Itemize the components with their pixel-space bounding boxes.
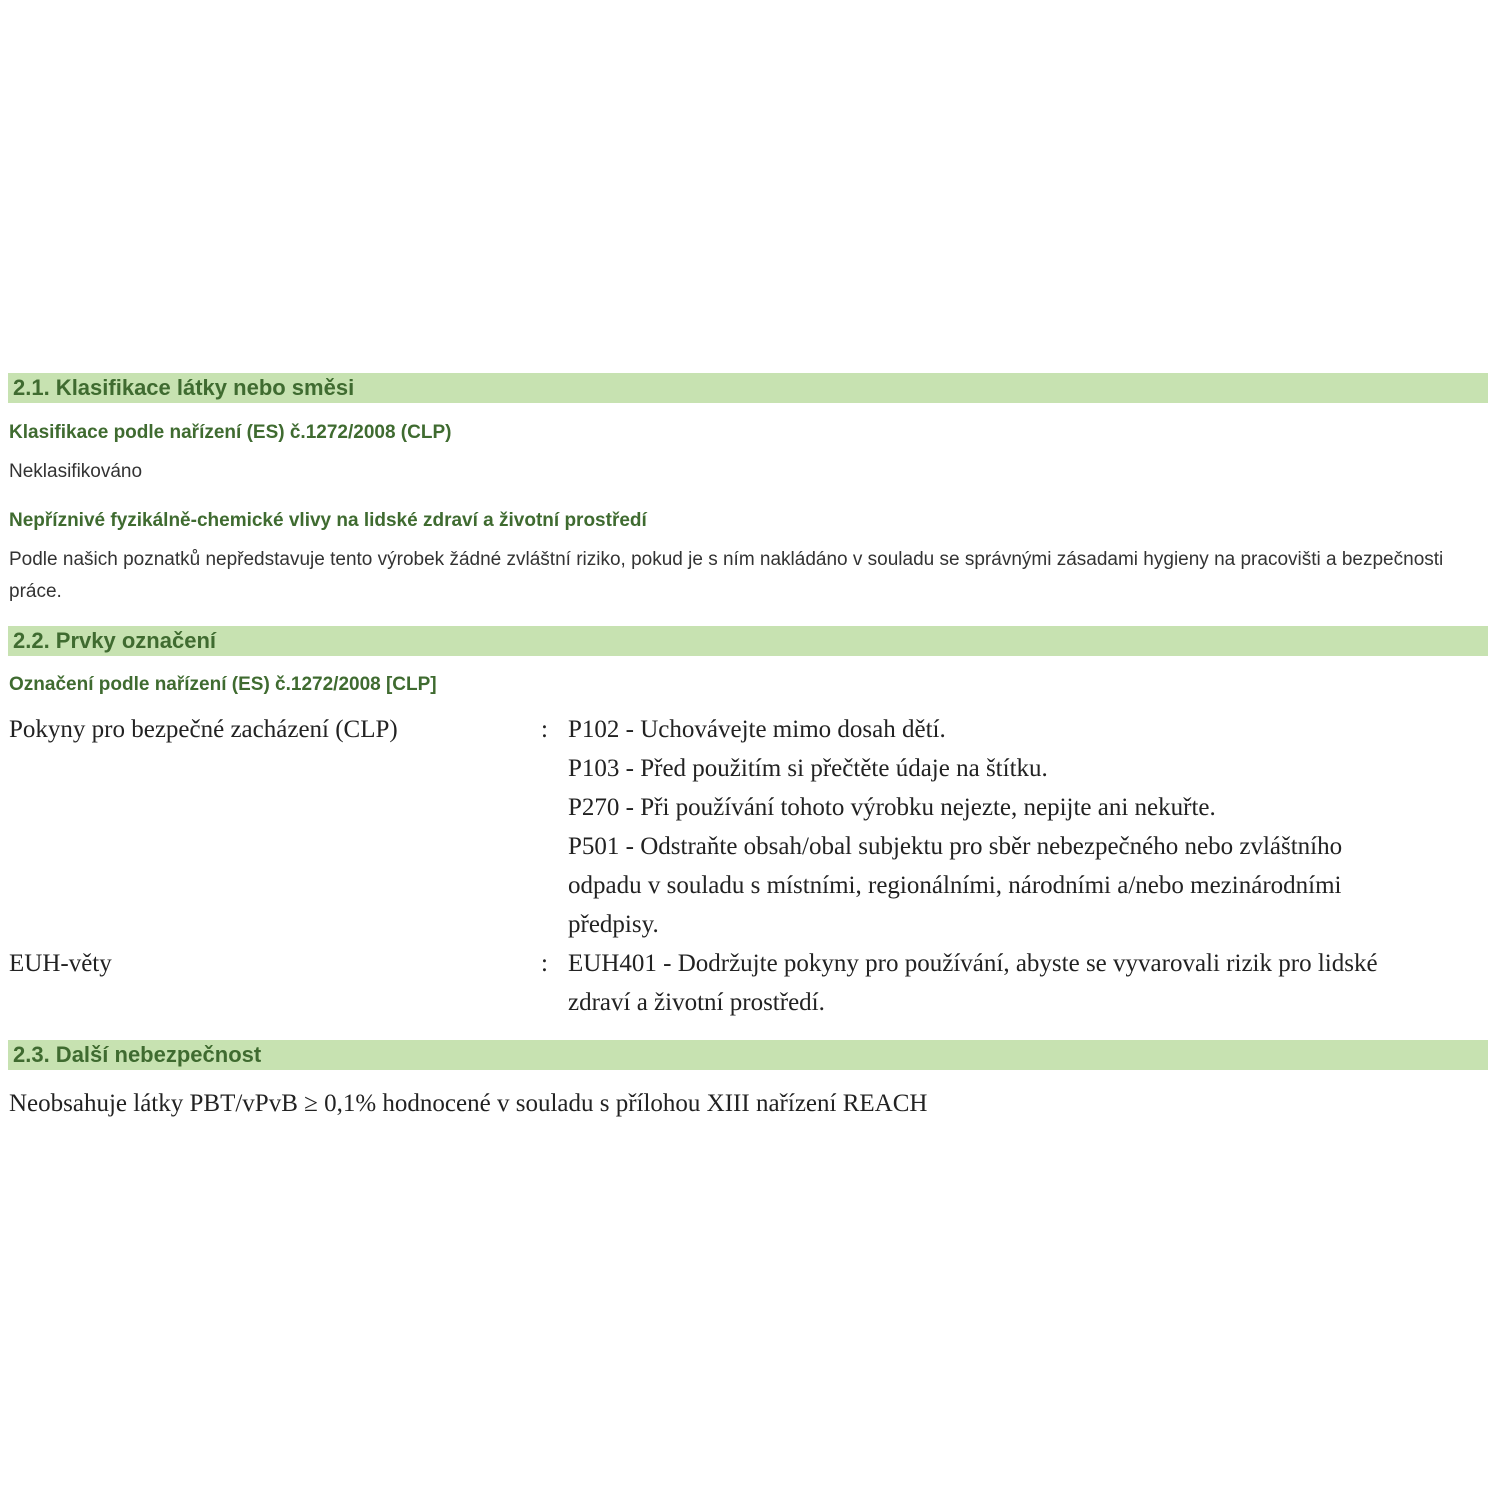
adverse-effects-text: Podle našich poznatků nepředstavuje tento výrobek žádné zvláštní riziko, pokud je s ním nakládáno v souladu se správnými zásadami hygieny na pracovišti a bezpečnosti práce. [9, 549, 1444, 602]
section-2-3-header [8, 1040, 1488, 1070]
euh-line: EUH401 - Dodržujte pokyny pro používání, abyste se vyvarovali rizik pro lidské [568, 950, 1378, 977]
euh-line: zdraví a životní prostředí. [568, 989, 825, 1016]
section-2-2-title: 2.2. Prvky označení [13, 628, 216, 653]
euh-label: EUH-věty [9, 950, 112, 977]
precautionary-line: P270 - Při používání tohoto výrobku nejezte, nepijte ani nekuřte. [568, 794, 1216, 821]
clp-labelling-heading: Označení podle nařízení (ES) č.1272/2008 [CLP] [9, 674, 437, 695]
precautionary-line: P501 - Odstraňte obsah/obal subjektu pro sběr nebezpečného nebo zvláštního [568, 833, 1343, 860]
precautionary-line: předpisy. [568, 911, 659, 938]
precautionary-line: P103 - Před použitím si přečtěte údaje na štítku. [568, 755, 1048, 782]
section-2-2-header [8, 626, 1488, 656]
section-2-1-header [8, 373, 1488, 403]
section-2-3-title: 2.3. Další nebezpečnost [13, 1042, 262, 1067]
other-hazards-text: Neobsahuje látky PBT/vPvB ≥ 0,1% hodnocené v souladu s přílohou XIII nařízení REACH [9, 1090, 928, 1117]
clp-classification-heading: Klasifikace podle nařízení (ES) č.1272/2008 (CLP) [9, 422, 452, 443]
precautionary-line: odpadu v souladu s místními, regionálními, národními a/nebo mezinárodními [568, 872, 1342, 899]
precautionary-separator: : [541, 716, 548, 743]
classification-value: Neklasifikováno [9, 461, 143, 482]
precautionary-label: Pokyny pro bezpečné zacházení (CLP) [9, 716, 398, 743]
euh-separator: : [541, 950, 548, 977]
precautionary-line: P102 - Uchovávejte mimo dosah dětí. [568, 716, 946, 743]
adverse-effects-heading: Nepříznivé fyzikálně-chemické vlivy na lidské zdraví a životní prostředí [9, 510, 647, 531]
section-2-1-title: 2.1. Klasifikace látky nebo směsi [13, 375, 355, 400]
